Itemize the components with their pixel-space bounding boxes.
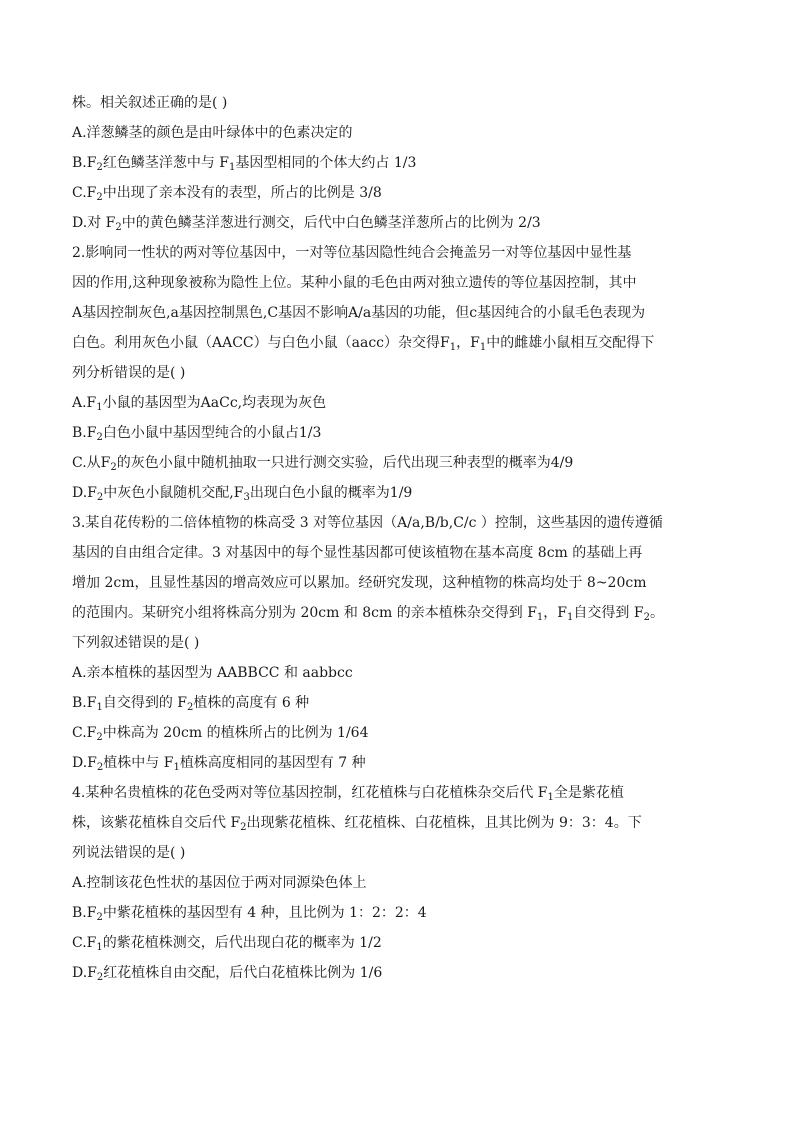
question-3-line: 的范围内。某研究小组将株高分别为 20cm 和 8cm 的亲本植株杂交得到 $F_1$，$F_1$自交得到 $F_2$。 <box>72 605 664 623</box>
option-line: A.洋葱鳞茎的颜色是由叶绿体中的色素决定的 <box>72 125 353 141</box>
option-line: $A.F_1$小鼠的基因型为AaCc,均表现为灰色 <box>72 395 327 413</box>
question-2-line: 因的作用,这种现象被称为隐性上位。某种小鼠的毛色由两对独立遗传的等位基因控制，其中 <box>72 275 637 291</box>
option-line: D.对 $F_2$中的黄色鳞茎洋葱进行测交，后代中白色鳞茎洋葱所占的比例为 2/3 <box>72 215 541 233</box>
option-line: $B.F_2$白色小鼠中基因型纯合的小鼠占1/3 <box>72 425 322 443</box>
option-line: $B.F_2$中紫花植株的基因型有 4 种，且比例为 1：2：2：4 <box>72 905 427 923</box>
question-4-line: 列说法错误的是( ) <box>72 845 186 861</box>
question-4-line: 株，该紫花植株自交后代 $F_2$出现紫花植株、红花植株、白花植株，且其比例为 9：3：4。下 <box>72 815 642 833</box>
option-line: $B.F_1$自交得到的 $F_2$植株的高度有 6 种 <box>72 695 310 713</box>
question-3-line: 增加 2cm，且显性基因的增高效应可以累加。经研究发现，这种植物的株高均处于 8~20cm <box>72 575 647 591</box>
option-line: A.控制该花色性状的基因位于两对同源染色体上 <box>72 875 367 891</box>
option-line: $C.F_2$中株高为 20cm 的植株所占的比例为 1/64 <box>72 725 369 743</box>
question-3-line: 基因的自由组合定律。3 对基因中的每个显性基因都可使该植物在基本高度 8cm 的基础上再 <box>72 545 643 561</box>
option-line: $C.F_2$中出现了亲本没有的表型，所占的比例是 3/8 <box>72 185 382 203</box>
question-3-line: 3.某自花传粉的二倍体植物的株高受 3 对等位基因（A/a,B/b,C/c ）控制，这些基因的遗传遵循 <box>72 515 663 531</box>
question-3-line: 下列叙述错误的是( ) <box>72 635 200 651</box>
question-2-line: 2.影响同一性状的两对等位基因中，一对等位基因隐性纯合会掩盖另一对等位基因中显性基 <box>72 245 632 261</box>
question-2-line: 白色。利用灰色小鼠（AACC）与白色小鼠（aacc）杂交得$F_1$，$F_1$中的雌雄小鼠相互交配得下 <box>72 335 655 353</box>
question-2-line: A基因控制灰色,a基因控制黑色,C基因不影响A/a基因的功能，但c基因纯合的小鼠毛色表现为 <box>72 305 646 321</box>
option-line: $D.F_2$红花植株自由交配，后代白花植株比例为 1/6 <box>72 965 383 983</box>
question-4-line: 4.某种名贵植株的花色受两对等位基因控制，红花植株与白花植株杂交后代 $F_1$全是紫花植 <box>72 785 624 803</box>
option-line: C.从$F_2$的灰色小鼠中随机抽取一只进行测交实验，后代出现三种表型的概率为4/9 <box>72 455 574 473</box>
option-line: A.亲本植株的基因型为 AABBCC 和 aabbcc <box>72 665 353 681</box>
option-line: $B.F_2$红色鳞茎洋葱中与 $F_1$基因型相同的个体大约占 1/3 <box>72 155 417 173</box>
option-line: $D.F_2$植株中与 $F_1$植株高度相同的基因型有 7 种 <box>72 755 366 773</box>
question-2-line: 列分析错误的是( ) <box>72 365 186 381</box>
option-line: $C.F_1$的紫花植株测交，后代出现白花的概率为 1/2 <box>72 935 382 953</box>
option-line: $D.F_2$中灰色小鼠随机交配$,F_3$出现白色小鼠的概率为1/9 <box>72 485 413 503</box>
document-body <box>72 88 724 988</box>
text-line: 株。相关叙述正确的是( ) <box>72 95 228 111</box>
